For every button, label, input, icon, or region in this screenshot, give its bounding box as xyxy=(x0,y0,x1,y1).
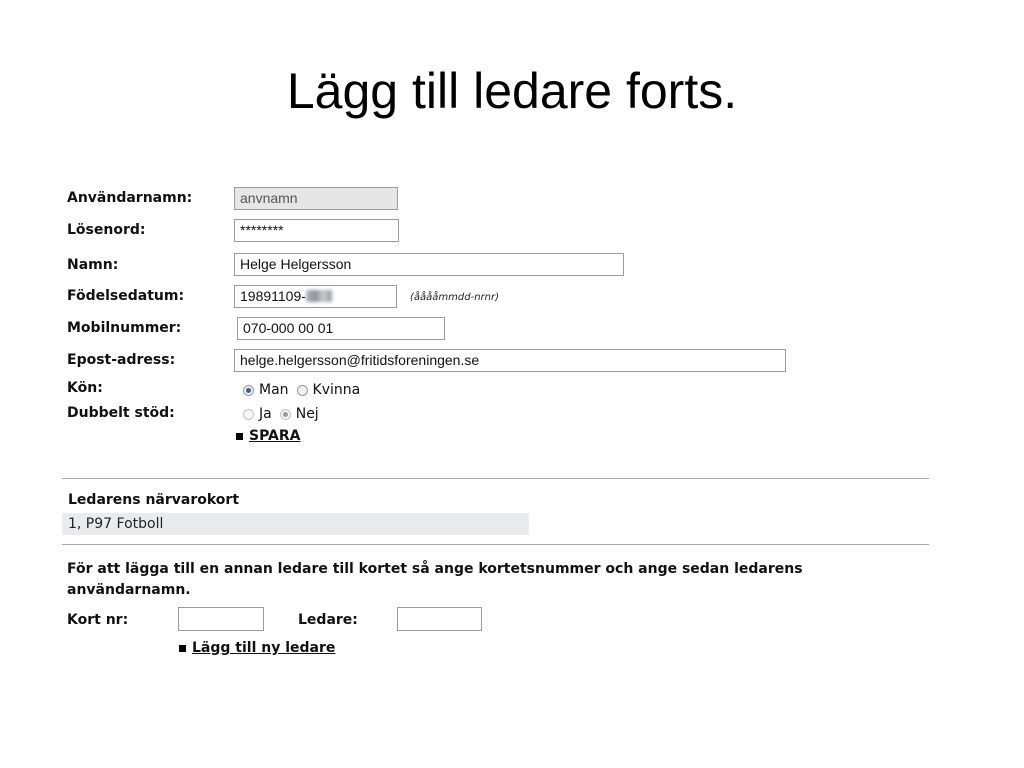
save-link[interactable]: SPARA xyxy=(249,428,301,444)
username-field[interactable]: anvnamn xyxy=(234,187,398,210)
radio-nej[interactable] xyxy=(280,409,291,420)
birthdate-format-hint: (ååååmmdd-nrnr) xyxy=(410,292,499,303)
double-support-label: Dubbelt stöd: xyxy=(67,405,175,421)
add-leader-link-row xyxy=(179,640,335,656)
radio-kvinna-label: Kvinna xyxy=(312,382,361,398)
radio-kvinna[interactable] xyxy=(297,385,308,396)
bullet-icon xyxy=(236,433,243,440)
birthdate-label: Födelsedatum: xyxy=(67,288,185,304)
radio-ja[interactable] xyxy=(243,409,254,420)
attendance-card-row[interactable]: 1, P97 Fotboll xyxy=(62,513,529,535)
name-label: Namn: xyxy=(67,257,119,273)
card-number-input[interactable] xyxy=(178,607,264,631)
radio-ja-label: Ja xyxy=(259,406,272,422)
username-label: Användarnamn: xyxy=(67,190,193,206)
gender-label: Kön: xyxy=(67,380,103,396)
double-support-options xyxy=(243,406,327,422)
attendance-heading: Ledarens närvarokort xyxy=(68,492,240,508)
password-field[interactable]: ******** xyxy=(234,219,399,242)
divider-top xyxy=(62,478,929,479)
add-new-leader-link[interactable]: Lägg till ny ledare xyxy=(192,640,336,656)
card-number-label: Kort nr: xyxy=(67,612,129,628)
email-field[interactable]: helge.helgersson@fritidsforeningen.se xyxy=(234,349,786,372)
leader-label: Ledare: xyxy=(298,612,358,628)
divider-bottom xyxy=(62,544,929,545)
gender-options xyxy=(243,382,368,398)
birthdate-field[interactable] xyxy=(234,285,397,308)
radio-man[interactable] xyxy=(243,385,254,396)
leader-input[interactable] xyxy=(397,607,482,631)
mobile-field[interactable]: 070-000 00 01 xyxy=(237,317,445,340)
name-field[interactable]: Helge Helgersson xyxy=(234,253,624,276)
save-link-row xyxy=(236,428,301,444)
mobile-label: Mobilnummer: xyxy=(67,320,182,336)
bullet-icon xyxy=(179,645,186,652)
radio-nej-label: Nej xyxy=(295,406,319,422)
radio-man-label: Man xyxy=(259,382,289,398)
slide-title: Lägg till ledare forts. xyxy=(286,63,738,119)
email-label: Epost-adress: xyxy=(67,352,176,368)
redacted-number xyxy=(306,290,332,302)
birthdate-value: 19891109- xyxy=(240,288,306,304)
add-leader-instructions: För att lägga till en annan ledare till kortet så ange kortetsnummer och ange sedan ledarens användarnamn. xyxy=(67,561,803,598)
password-label: Lösenord: xyxy=(67,222,146,238)
